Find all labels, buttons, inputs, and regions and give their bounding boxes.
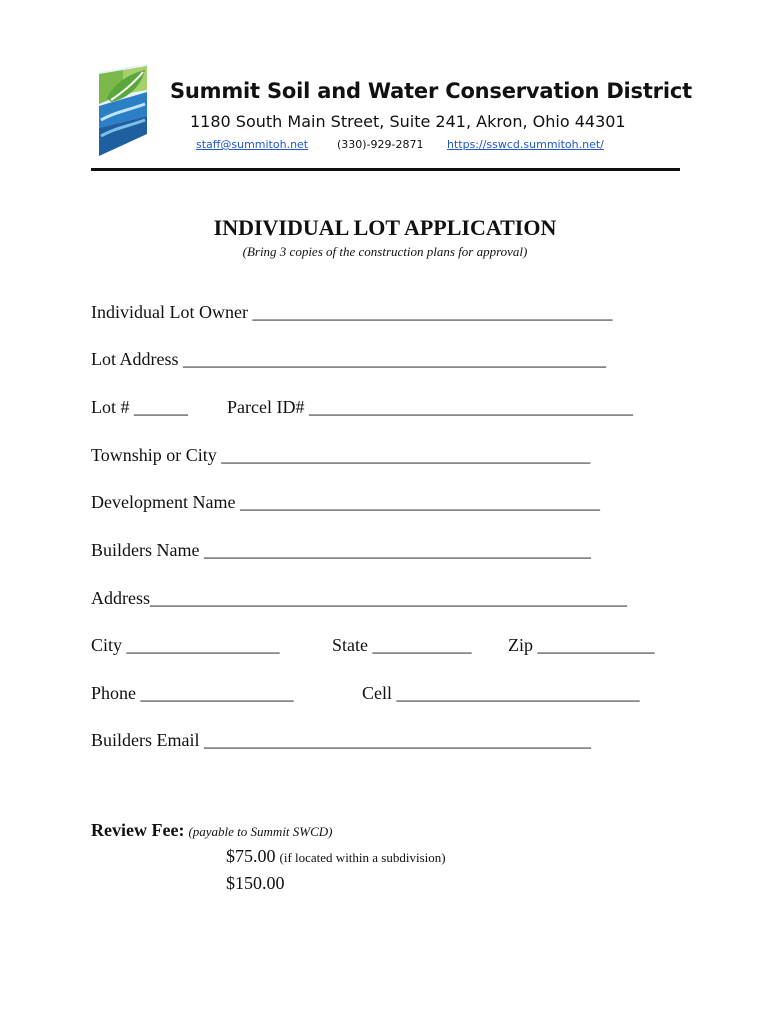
fee-subdivision-note: (if located within a subdivision)	[279, 850, 446, 865]
phone-number: (330)-929-2871	[337, 138, 424, 151]
township-field[interactable]: Township or City _________________________________________	[91, 445, 591, 465]
lot-owner-field[interactable]: Individual Lot Owner ________________________________________	[91, 302, 613, 322]
state-field[interactable]: State ___________	[332, 635, 472, 655]
lot-address-field[interactable]: Lot Address _______________________________________________	[91, 349, 606, 369]
review-fee-payable-note: (payable to Summit SWCD)	[188, 824, 333, 839]
fee-standard	[226, 873, 285, 894]
header-divider	[91, 168, 680, 171]
parcel-id-field[interactable]: Parcel ID# ____________________________________	[227, 397, 633, 417]
zip-field[interactable]: Zip _____________	[508, 635, 655, 655]
fee-amount-standard: $150.00	[226, 873, 285, 893]
page-title: INDIVIDUAL LOT APPLICATION	[213, 215, 557, 240]
phone-field[interactable]: Phone _________________	[91, 683, 294, 703]
review-fee	[91, 820, 333, 841]
page-subtitle: (Bring 3 copies of the construction plans for approval)	[242, 244, 528, 259]
lot-number-field[interactable]: Lot # ______	[91, 397, 188, 417]
address-field[interactable]: Address_____________________________________________________	[91, 588, 627, 608]
email-link[interactable]: staff@summitoh.net	[196, 138, 309, 151]
city-field[interactable]: City _________________	[91, 635, 280, 655]
cell-field[interactable]: Cell ___________________________	[362, 683, 640, 703]
fee-amount-subdivision: $75.00	[226, 846, 276, 866]
website-link[interactable]: https://sswcd.summitoh.net/	[447, 138, 604, 151]
builders-name-field[interactable]: Builders Name ___________________________________________	[91, 540, 591, 560]
development-name-field[interactable]: Development Name ________________________________________	[91, 492, 600, 512]
organization-address: 1180 South Main Street, Suite 241, Akron, Ohio 44301	[190, 112, 626, 131]
builders-email-field[interactable]: Builders Email ___________________________________________	[91, 730, 591, 750]
fee-subdivision	[226, 846, 446, 867]
review-fee-label: Review Fee:	[91, 820, 185, 840]
organization-name: Summit Soil and Water Conservation District	[170, 79, 692, 103]
leaf-water-logo-icon	[97, 64, 149, 156]
